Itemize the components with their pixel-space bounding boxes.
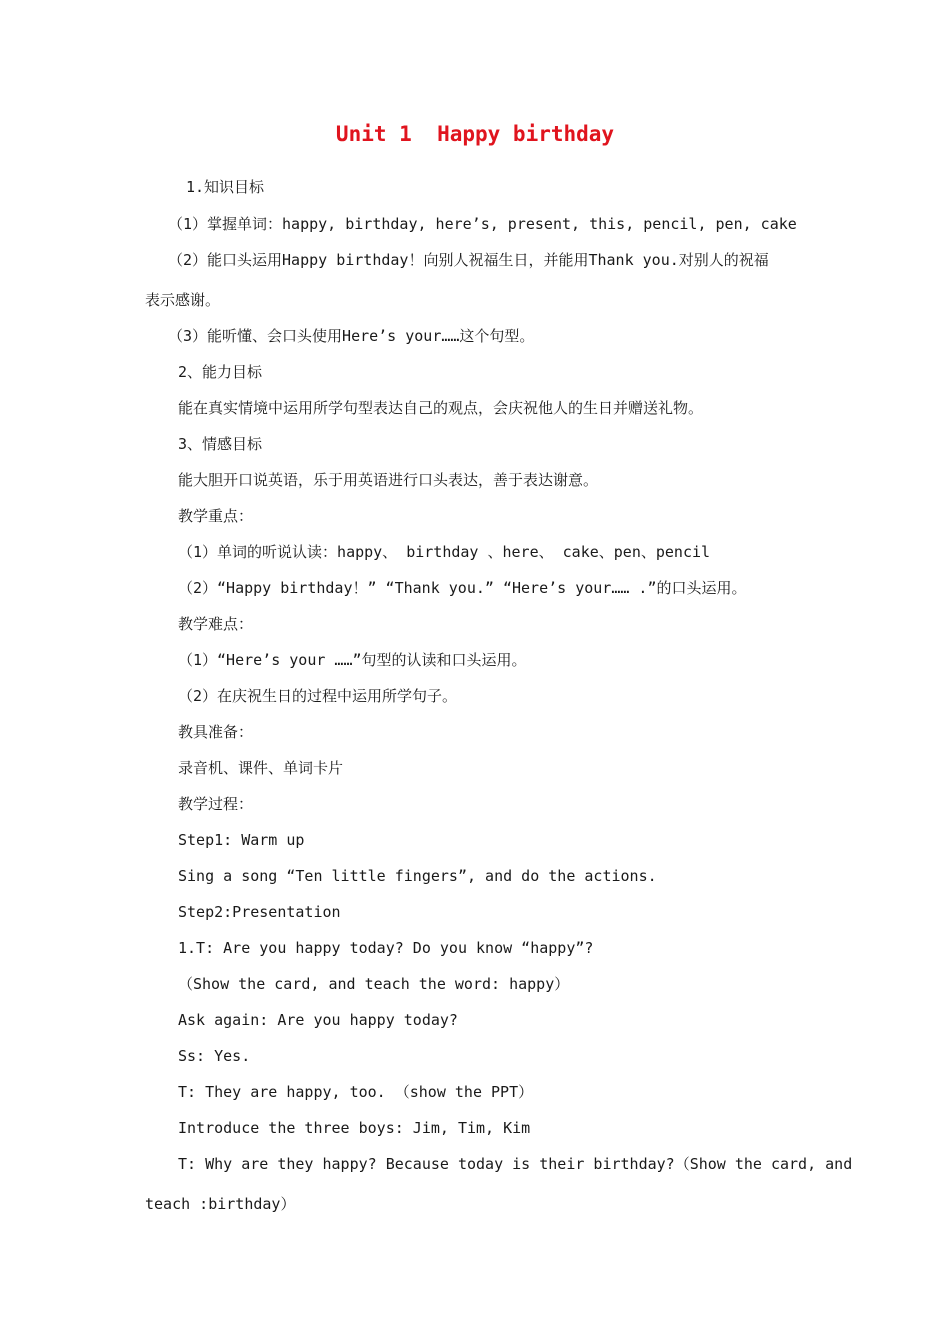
text-line: 3、情感目标	[178, 435, 263, 453]
text-line: teach :birthday）	[145, 1195, 296, 1213]
text-line: Introduce the three boys: Jim, Tim, Kim	[178, 1119, 531, 1137]
text-line: 1.知识目标	[186, 178, 265, 196]
text-line: 教具准备：	[178, 723, 254, 741]
text-line: （1）“Here’s your ……”句型的认读和口头运用。	[178, 651, 527, 669]
text-line: T: Why are they happy? Because today is their birthday?（Show the card, and	[178, 1155, 853, 1173]
text-line: 1.T: Are you happy today? Do you know “happy”?	[178, 939, 594, 957]
document-title: Unit 1 Happy birthday	[335, 122, 615, 146]
text-line: Step2:Presentation	[178, 903, 341, 921]
text-line: 教学重点：	[178, 507, 254, 525]
text-line: T: They are happy, too. （show the PPT）	[178, 1083, 534, 1101]
text-line: Sing a song “Ten little fingers”, and do the actions.	[178, 867, 657, 885]
text-line: （2）在庆祝生日的过程中运用所学句子。	[178, 687, 458, 705]
text-line: 教学过程：	[178, 795, 254, 813]
text-line: Step1: Warm up	[178, 831, 305, 849]
text-line: （3）能听懂、会口头使用Here’s your……这个句型。	[168, 327, 535, 345]
text-line: 表示感谢。	[145, 291, 221, 309]
text-line: 能大胆开口说英语，乐于用英语进行口头表达，善于表达谢意。	[178, 471, 599, 489]
text-line: 教学难点：	[178, 615, 254, 633]
text-line: 能在真实情境中运用所学句型表达自己的观点，会庆祝他人的生日并赠送礼物。	[178, 399, 704, 417]
text-line: （2）能口头运用Happy birthday！向别人祝福生日，并能用Thank you.对别人的祝福	[168, 251, 769, 269]
text-line: （1）掌握单词：happy, birthday, here’s, present, this, pencil, pen, cake	[168, 215, 797, 233]
text-line: （1）单词的听说认读：happy、 birthday 、here、 cake、pen、pencil	[178, 543, 711, 561]
text-line: Ask again: Are you happy today?	[178, 1011, 458, 1029]
text-line: 2、能力目标	[178, 363, 263, 381]
text-line: Ss: Yes.	[178, 1047, 251, 1065]
text-line: 录音机、课件、单词卡片	[178, 759, 344, 777]
text-line: （2）“Happy birthday！” “Thank you.” “Here’s your…… .”的口头运用。	[178, 579, 747, 597]
text-line: （Show the card, and teach the word: happy）	[178, 975, 570, 993]
